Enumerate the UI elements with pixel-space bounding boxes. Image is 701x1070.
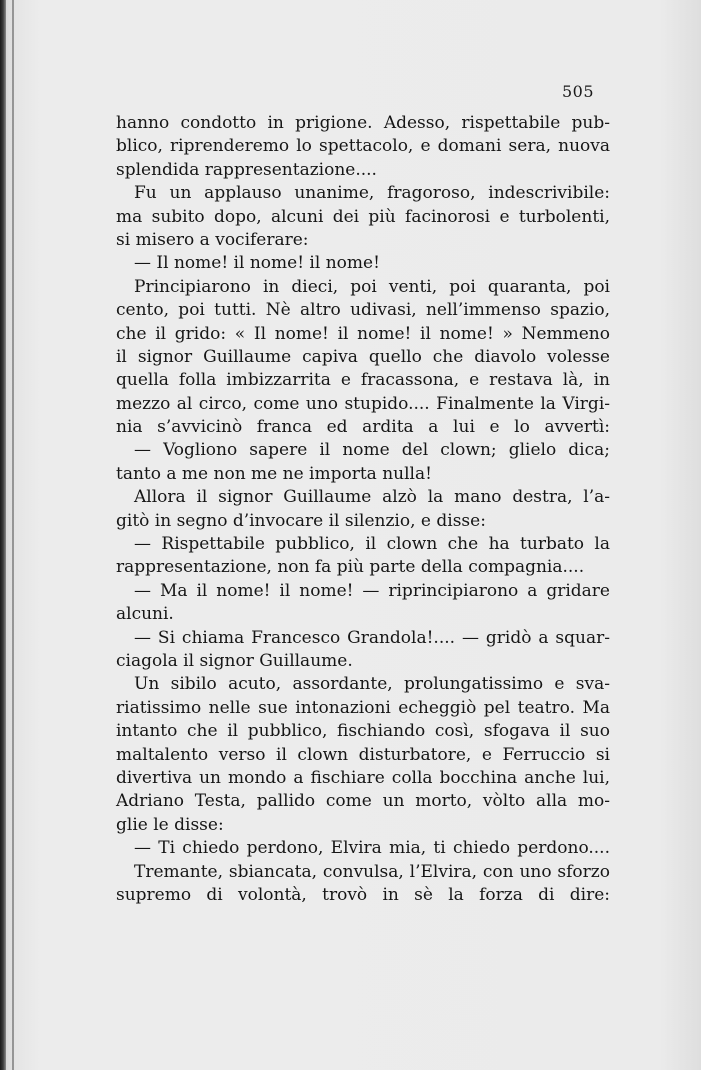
text-line: ciagola il signor Guillaume. (116, 650, 353, 671)
text-line: Un sibilo acuto, assordante, prolungatissimo e sva- (134, 674, 610, 695)
page-binding-edge (0, 0, 6, 1070)
text-line: nia s’avvicinò franca ed ardita a lui e lo avvertì: (116, 417, 610, 438)
text-line: divertiva un mondo a fischiare colla bocchina anche lui, (116, 767, 610, 788)
text-line: Tremante, sbiancata, convulsa, l’Elvira, con uno sforzo (134, 861, 610, 882)
text-line: il signor Guillaume capiva quello che diavolo volesse (116, 346, 610, 367)
text-line: supremo di volontà, trovò in sè la forza di dire: (116, 884, 610, 905)
text-line: — Vogliono sapere il nome del clown; glielo dica; (134, 440, 610, 461)
page-number: 505 (562, 82, 595, 101)
text-line: Fu un applauso unanime, fragoroso, indescrivibile: (134, 183, 610, 204)
text-line: cento, poi tutti. Nè altro udivasi, nell’immenso spazio, (116, 300, 610, 321)
text-line: che il grido: « Il nome! il nome! il nome! » Nemmeno (116, 323, 610, 344)
text-line: — Il nome! il nome! il nome! (134, 253, 380, 274)
text-line: si misero a vociferare: (116, 229, 309, 250)
text-line: — Ma il nome! il nome! — riprincipiarono a gridare (134, 580, 610, 601)
text-line: Principiarono in dieci, poi venti, poi quaranta, poi (134, 276, 610, 297)
text-line: alcuni. (116, 604, 174, 625)
text-line: Adriano Testa, pallido come un morto, vòlto alla mo- (116, 791, 610, 812)
text-line: ma subito dopo, alcuni dei più facinorosi e turbolenti, (116, 206, 610, 227)
text-line: — Ti chiedo perdono, Elvira mia, ti chiedo perdono.... (134, 838, 610, 859)
text-line: hanno condotto in prigione. Adesso, rispettabile pub- (116, 113, 610, 133)
text-line: riatissimo nelle sue intonazioni echeggiò pel teatro. Ma (116, 697, 610, 718)
text-line: glie le disse: (116, 814, 224, 835)
text-line: blico, riprenderemo lo spettacolo, e domani sera, nuova (116, 136, 610, 157)
text-line: gitò in segno d’invocare il silenzio, e disse: (116, 510, 486, 531)
text-line: tanto a me non me ne importa nulla! (116, 463, 432, 484)
text-line: splendida rappresentazione.... (116, 159, 377, 180)
body-text (116, 112, 610, 907)
text-line: Allora il signor Guillaume alzò la mano destra, l’a- (134, 487, 610, 508)
page-binding-shadow (12, 0, 14, 1070)
text-line: intanto che il pubblico, fischiando così, sfogava il suo (116, 721, 610, 742)
text-line: quella folla imbizzarrita e fracassona, e restava là, in (116, 370, 610, 391)
text-line: maltalento verso il clown disturbatore, e Ferruccio si (116, 744, 610, 765)
text-line: — Si chiama Francesco Grandola!.... — gridò a squar- (134, 627, 610, 648)
text-line: — Rispettabile pubblico, il clown che ha turbato la (134, 534, 610, 555)
text-line: rappresentazione, non fa più parte della compagnia.... (116, 557, 585, 578)
text-line: mezzo al circo, come uno stupido.... Finalmente la Virgi- (116, 393, 610, 414)
